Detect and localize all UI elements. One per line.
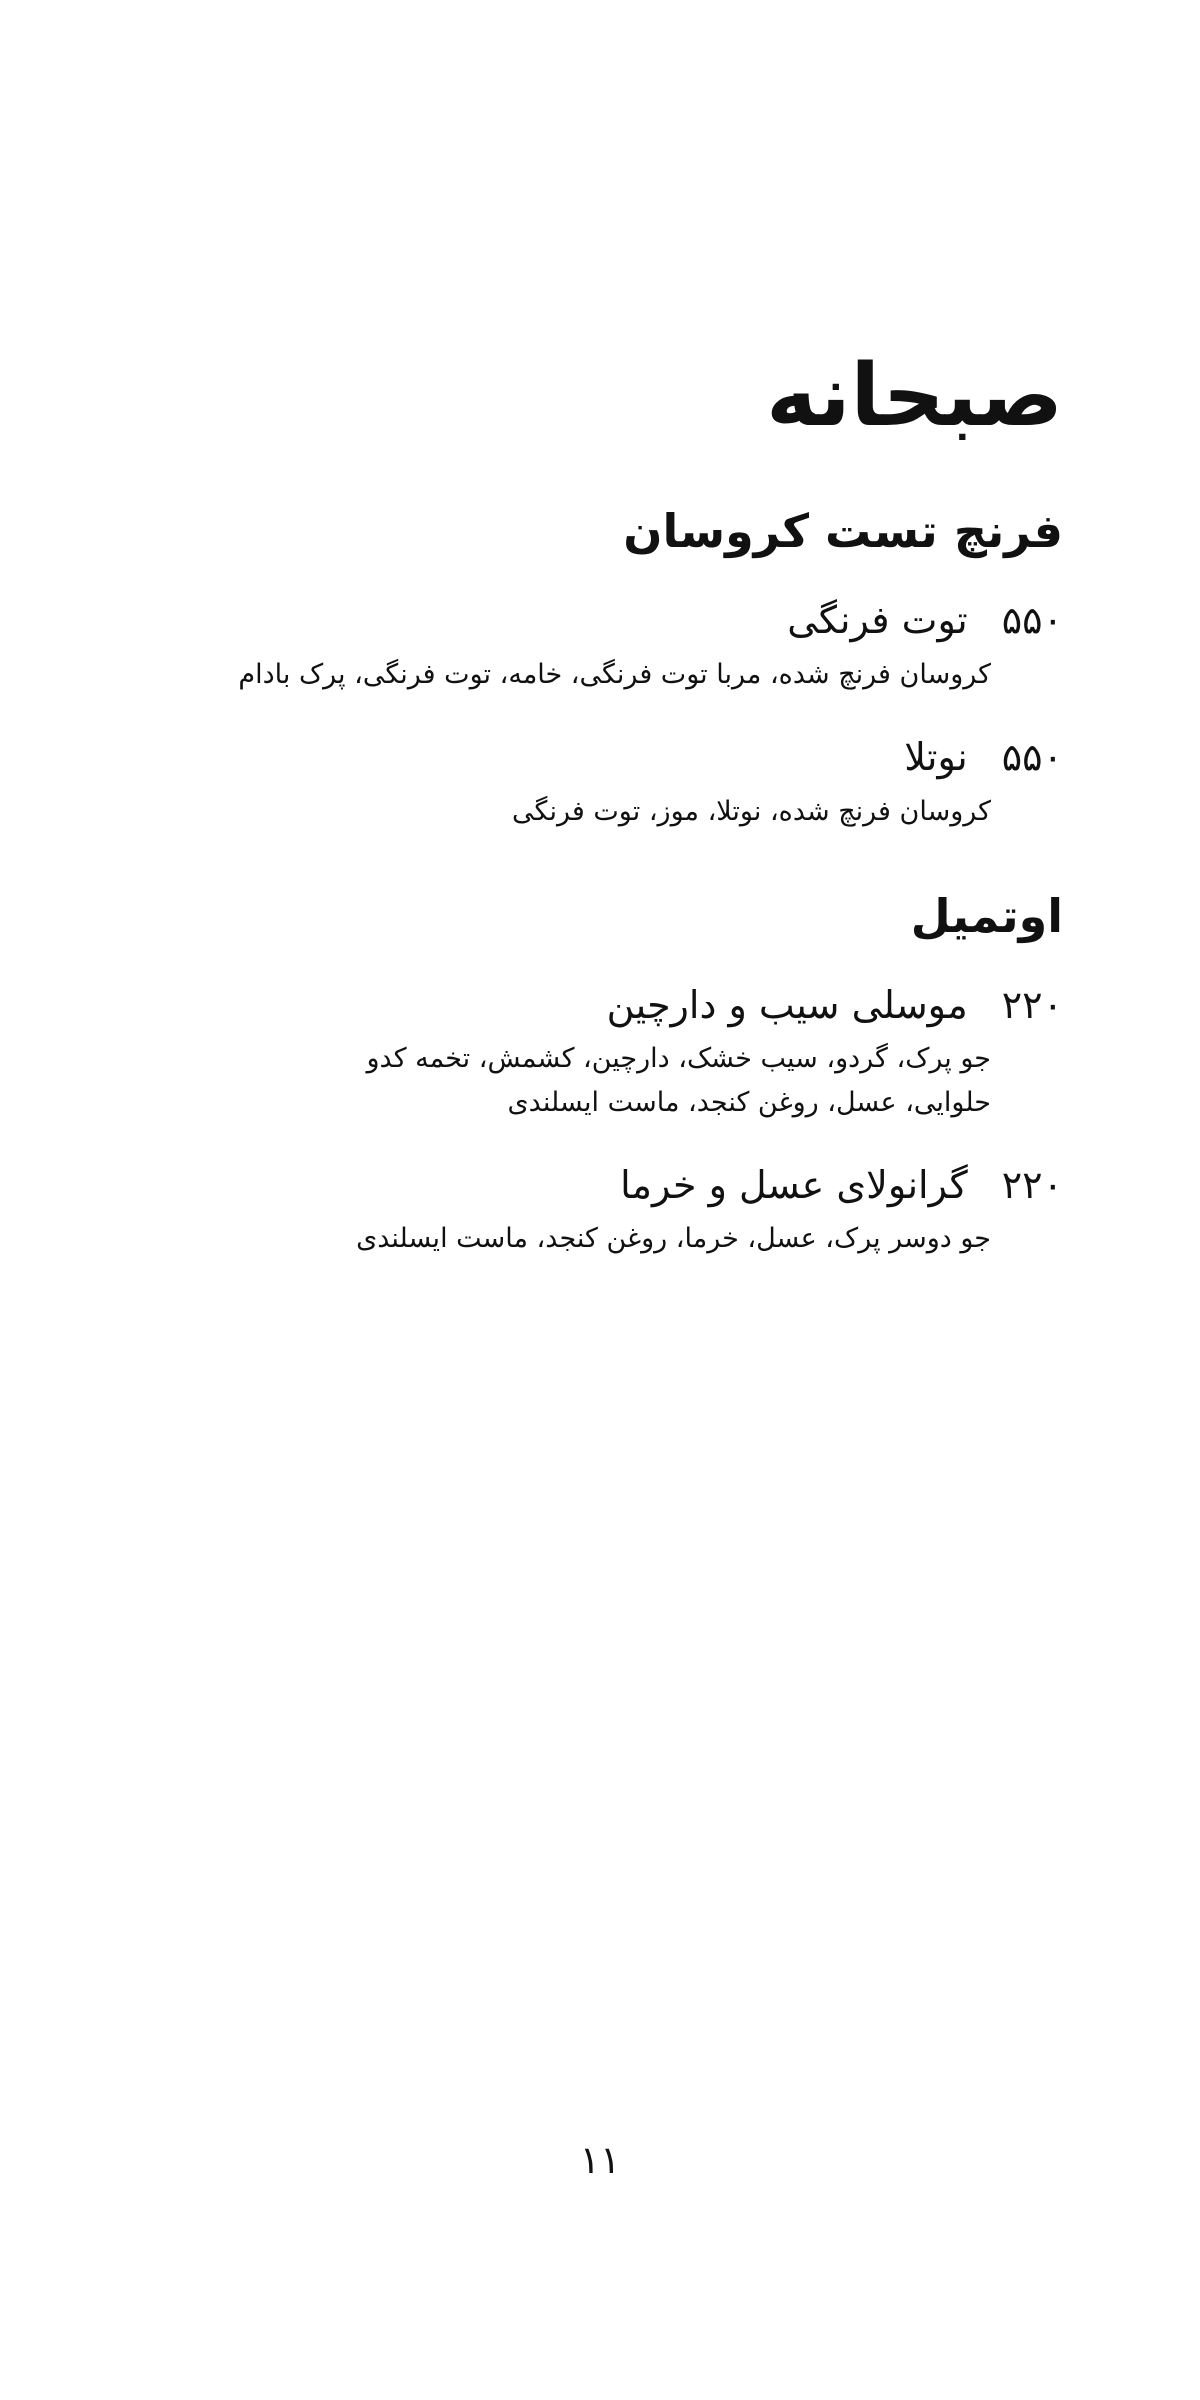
menu-item-header — [63, 597, 1063, 645]
menu-item-description: کروسان فرنچ شده، نوتلا، موز، توت فرنگی — [512, 795, 991, 827]
menu-item-name: توت فرنگی — [787, 598, 968, 643]
menu-item-price: ۲۲۰ — [1001, 982, 1063, 1027]
menu-item-name: موسلی سیب و دارچین — [606, 982, 968, 1027]
section-french-toast — [63, 504, 1063, 833]
page-number: ۱۱ — [579, 2138, 621, 2182]
menu-item-price: ۵۵۰ — [1001, 735, 1063, 780]
menu-item-description: جو دوسر پرک، عسل، خرما، روغن کنجد، ماست ایسلندی — [356, 1223, 991, 1255]
menu-item-header — [63, 734, 1063, 782]
section-title: اوتمیل — [910, 888, 1063, 943]
menu-item — [63, 1162, 1063, 1261]
page-title: صبحانه — [766, 346, 1063, 446]
menu-item — [63, 597, 1063, 696]
section-title: فرنچ تست کروسان — [623, 504, 1063, 559]
menu-item-price: ۵۵۰ — [1001, 598, 1063, 643]
menu-content — [63, 345, 1063, 1317]
section-oatmeal — [63, 889, 1063, 1261]
menu-item-header — [63, 982, 1063, 1030]
menu-item-description: کروسان فرنچ شده، مربا توت فرنگی، خامه، توت فرنگی، پرک بادام — [238, 658, 991, 690]
menu-item — [63, 734, 1063, 833]
menu-item-header — [63, 1162, 1063, 1210]
menu-item-price: ۲۲۰ — [1001, 1162, 1063, 1207]
menu-item-name: نوتلا — [904, 735, 968, 780]
menu-item — [63, 982, 1063, 1124]
menu-item-description: جو پرک، گردو، سیب خشک، دارچین، کشمش، تخمه کدو حلوایی، عسل، روغن کنجد، ماست ایسلندی — [366, 1043, 991, 1118]
menu-item-name: گرانولای عسل و خرما — [620, 1162, 968, 1207]
